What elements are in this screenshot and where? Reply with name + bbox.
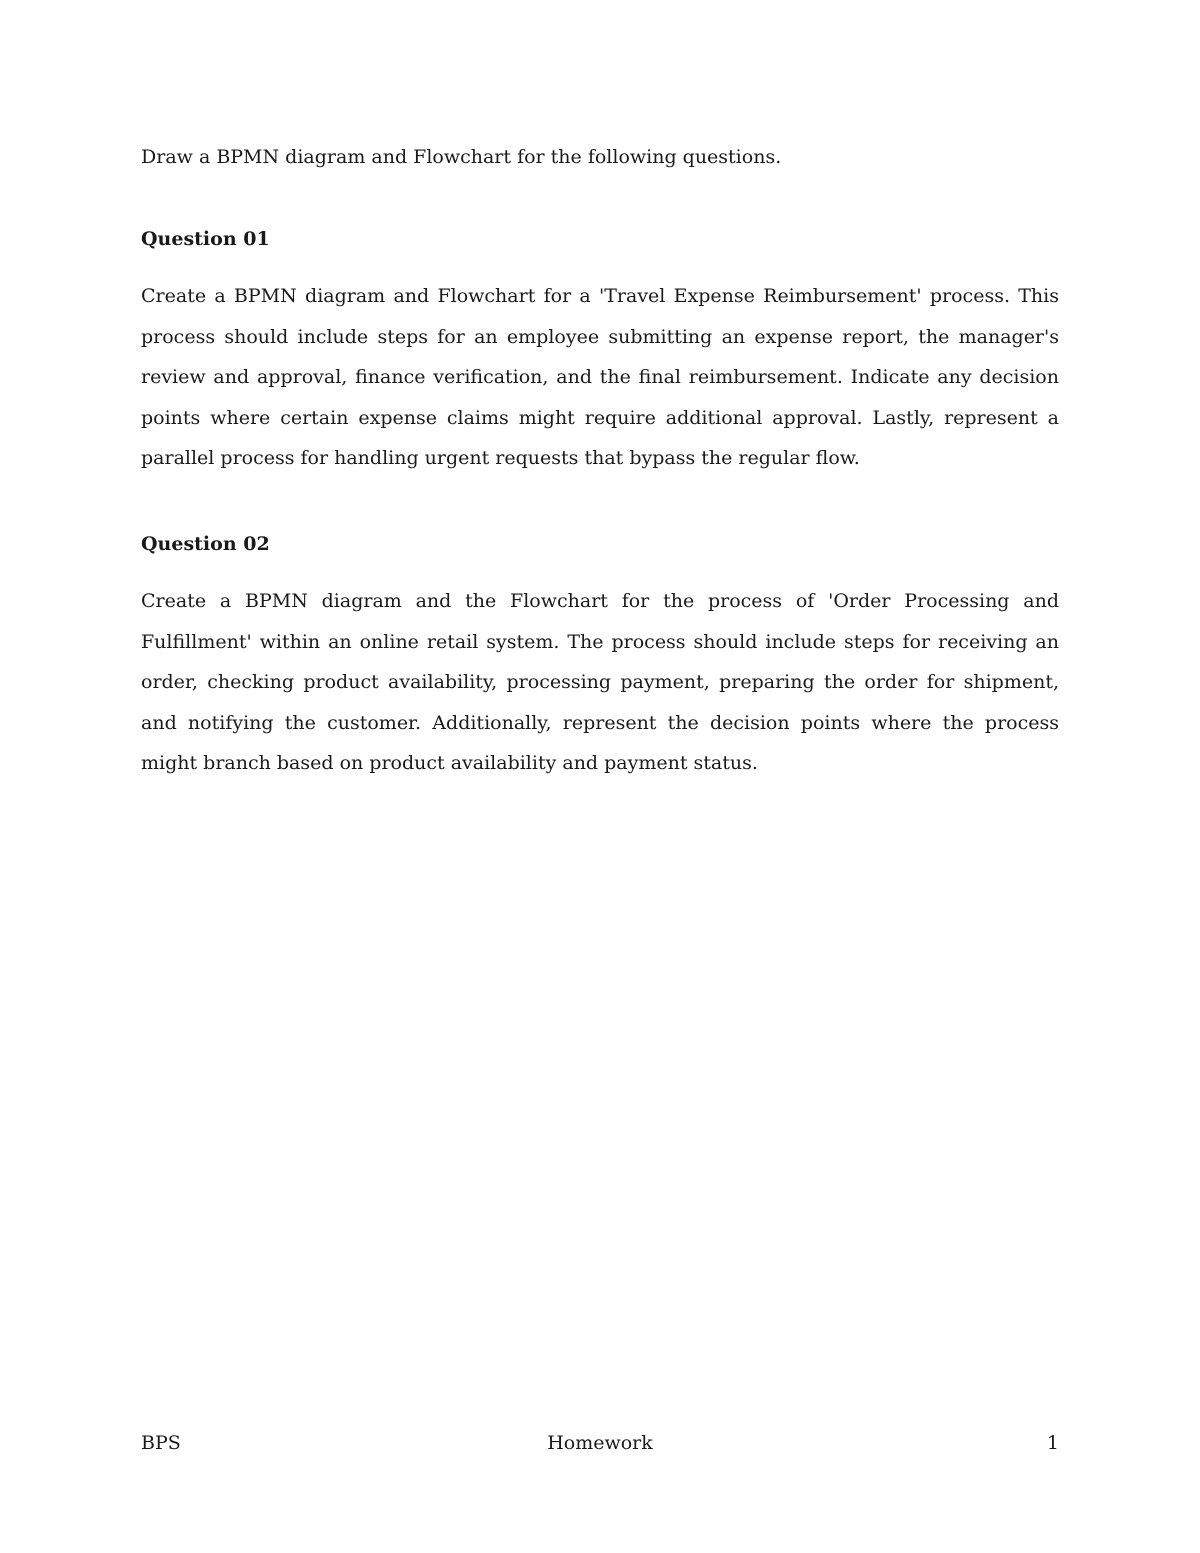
- page-footer: [141, 1428, 1059, 1458]
- question-02-heading: Question 02: [141, 532, 270, 555]
- footer-course-code: BPS: [141, 1432, 181, 1454]
- footer-page-number: 1: [1046, 1432, 1059, 1454]
- question-01-heading: Question 01: [141, 228, 270, 250]
- question-01-body: Create a BPMN diagram and Flowchart for a 'Travel Expense Reimbursement' process. This process should include steps for an employee submitting an expense report, the manager's review and approval, finance verification, and the final reimbursement. Indicate any decision points where certain expense claims might require additional approval. Lastly, represent a parallel process for handling urgent requests that bypass the regular flow.: [141, 285, 1059, 470]
- footer-title: Homework: [547, 1432, 653, 1454]
- intro-text: Draw a BPMN diagram and Flowchart for the following questions.: [141, 146, 782, 168]
- document-content: [141, 140, 1059, 784]
- question-02-body: Create a BPMN diagram and the Flowchart for the process of 'Order Processing and Fulfillment' within an online retail system. The process should include steps for receiving an order, checking product availability, processing payment, preparing the order for shipment, and notifying the customer. Additionally, represent the decision points where the process might branch based on product availability and payment status.: [141, 589, 1059, 775]
